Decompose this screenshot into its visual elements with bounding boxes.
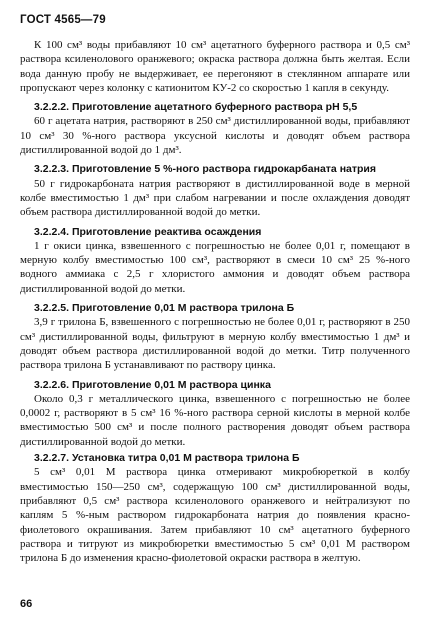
paragraph-trilon-b: 3,9 г трилона Б, взвешенного с погрешностью не более 0,01 г, растворяют в 250 см³ дистиллированной воды, фильтруют в мерную колбу вместимостью 1 дм³ и доводят объем раствора дистиллированной водой до метки. Титр полученного раствора трилона Б устанавливают по раствору цинка. [20,316,410,372]
page-number: 66 [20,598,33,610]
section-heading-3-2-2-2: 3.2.2.2. Приготовление ацетатного буферного раствора рН 5,5 [34,101,358,114]
paragraph-water-test: К 100 см³ воды прибавляют 10 см³ ацетатного буферного раствора и 0,5 см³ раствора ксиленолового оранжевого; окраска раствора должна быть желтая. Если вода данную пробу не выдерживает, ее перегоняют в стеклянном аппарате или пропускают через колонку с катионитом КУ-2 со скоростью 1 капля в секунду. [20,39,410,94]
standard-header: ГОСТ 4565—79 [20,14,106,26]
section-heading-3-2-2-6: 3.2.2.6. Приготовление 0,01 М раствора цинка [34,378,271,391]
paragraph-acetate-buffer: 60 г ацетата натрия, растворяют в 250 см³ дистиллированной воды, прибавляют 10 см³ 30 %-ного раствора уксусной кислоты и доводят объем раствора дистиллированной водой до 1 дм³. [20,115,410,157]
section-heading-3-2-2-4: 3.2.2.4. Приготовление реактива осаждения [34,225,262,238]
document-body [20,38,410,565]
paragraph-zinc-solution: Около 0,3 г металлического цинка, взвешенного с погрешностью не более 0,0002 г, растворяют в 5 см³ 16 %-ного раствора серной кислоты в мерной колбе вместимостью 500 см³ и после полного растворения доводят объем раствора дистиллированной водой до метки. [20,392,410,448]
paragraph-titer-setting: 5 см³ 0,01 М раствора цинка отмеривают микробюреткой в колбу вместимостью 150—250 см³, содержащую 100 см³ дистиллированной воды, прибавляют 0,5 см³ раствора ксиленолового оранжевого и нейтрализуют по каплям 5 %-ным раствором гидрокарбоната натрия до появления красно-фиолетового окрашивания. Затем прибавляют 10 см³ ацетатного буферного раствора и титруют из микробюретки вместимостью 5 см³ 0,01 М раствором трилона Б до изменения красно-фиолетовой окраски раствора в желтую. [20,466,410,565]
section-heading-3-2-2-7: 3.2.2.7. Установка титра 0,01 М раствора трилона Б [34,452,300,465]
paragraph-precipitation-reagent: 1 г окиси цинка, взвешенного с погрешностью не более 0,01 г, помещают в мерную колбу вместимостью 100 см³, растворяют в смеси 10 см³ 25 %-ного водного аммиака с 2,5 г хлористого аммония и доводят объем раствора дистиллированной водой до метки. [20,239,410,295]
section-heading-3-2-2-3: 3.2.2.3. Приготовление 5 %-ного раствора гидрокарбаната натрия [34,163,377,176]
paragraph-bicarbonate: 50 г гидрокарбоната натрия растворяют в дистиллированной воде в мерной колбе вместимостью 1 дм³ при слабом нагревании и после охлаждения доводят объем раствора дистиллированной водой до метки. [20,177,410,219]
section-heading-3-2-2-5: 3.2.2.5. Приготовление 0,01 М раствора трилона Б [34,302,295,315]
